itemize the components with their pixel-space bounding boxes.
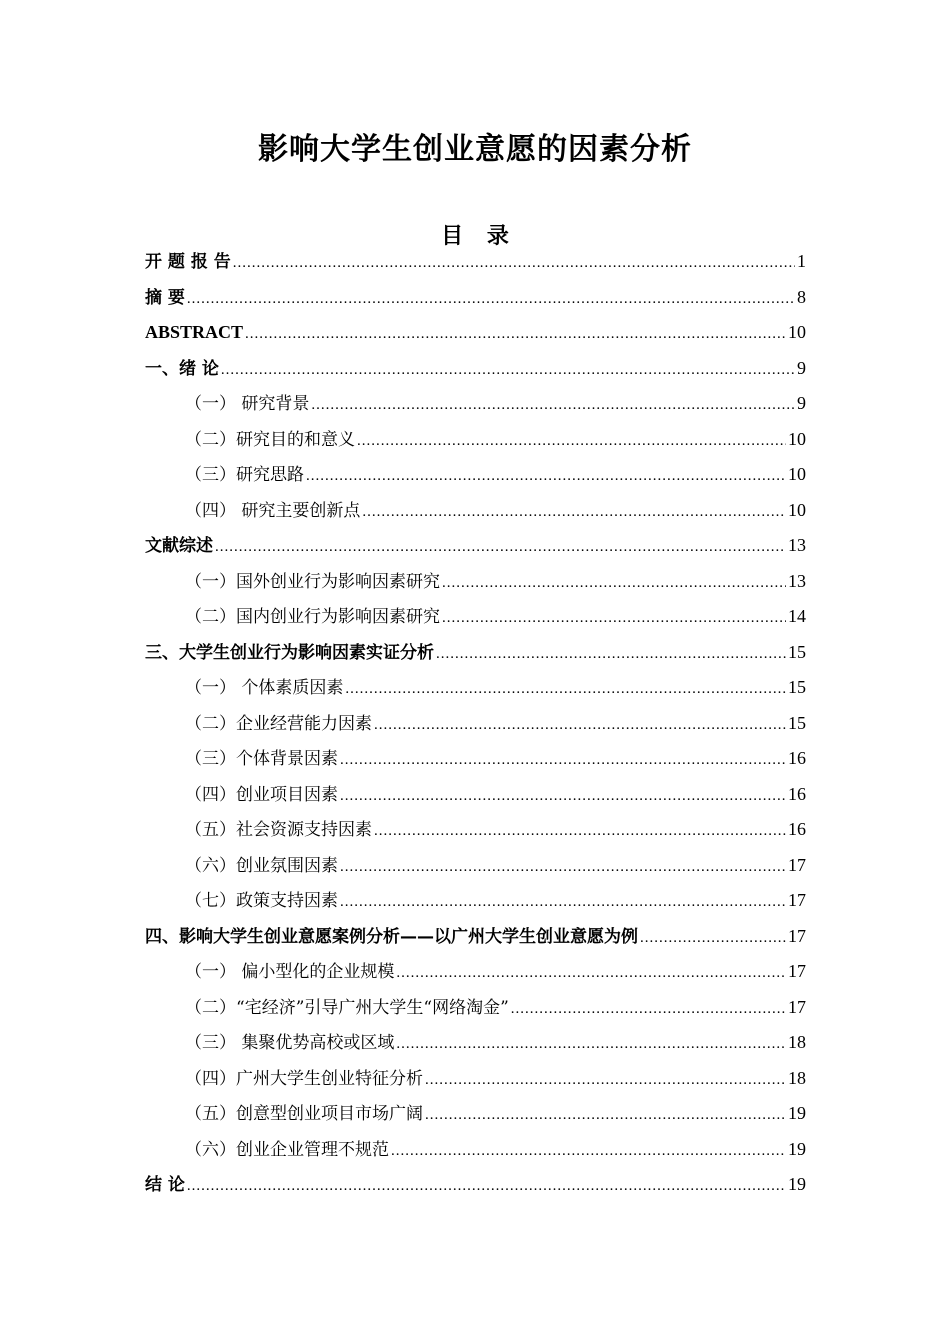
toc-entry-label: （四） 研究主要创新点 [185, 500, 361, 521]
toc-entry-label: （一）国外创业行为影响因素研究 [185, 571, 440, 592]
toc-entry[interactable] [145, 1061, 806, 1097]
toc-entry-label: （二）企业经营能力因素 [185, 713, 372, 734]
toc-entry[interactable] [145, 1025, 806, 1061]
toc-entry-label: （二）研究目的和意义 [185, 429, 355, 450]
toc-entry-label: （四）创业项目因素 [185, 784, 338, 805]
toc-leader-dots [311, 388, 795, 424]
toc-leader-dots [374, 708, 786, 744]
toc-entry-label: 三、大学生创业行为影响因素实证分析 [145, 642, 434, 663]
toc-entry[interactable] [145, 1132, 806, 1168]
toc-entry-label: 开 题 报 告 [145, 252, 231, 272]
toc-entry-label: （六）创业企业管理不规范 [185, 1139, 389, 1160]
toc-entry-page: 10 [788, 499, 806, 520]
toc-entry[interactable] [145, 315, 806, 351]
toc-entry-label: 摘 要 [145, 287, 185, 308]
toc-entry-label: （三）研究思路 [185, 465, 304, 485]
toc-leader-dots [340, 779, 786, 815]
toc-entry[interactable] [145, 812, 806, 848]
toc-entry[interactable] [145, 706, 806, 742]
toc-entry-label: ABSTRACT [145, 322, 244, 342]
toc-entry-page: 17 [788, 961, 806, 981]
toc-leader-dots [511, 992, 786, 1028]
toc-entry[interactable] [145, 457, 806, 493]
toc-entry[interactable] [145, 528, 806, 564]
toc-entry-page: 14 [788, 606, 806, 626]
toc-leader-dots [425, 1098, 786, 1134]
toc-entry-page: 13 [788, 535, 806, 555]
toc-entry[interactable] [145, 564, 806, 600]
toc-leader-dots [306, 459, 786, 495]
toc-leader-dots [215, 530, 786, 566]
toc-entry-label: （四）广州大学生创业特征分析 [185, 1068, 423, 1089]
toc-entry-page: 19 [788, 1138, 806, 1159]
toc-entry[interactable] [145, 883, 806, 919]
toc-entry-label: 一、绪 论 [145, 358, 219, 379]
toc-entry[interactable] [145, 599, 806, 635]
toc-entry-page: 16 [788, 819, 806, 839]
toc-entry-label: 结 论 [145, 1175, 185, 1195]
toc-entry[interactable] [145, 954, 806, 990]
toc-leader-dots [357, 424, 786, 460]
toc-entry-label: （二）国内创业行为影响因素研究 [185, 607, 440, 627]
toc-leader-dots [442, 566, 786, 602]
toc-entry-page: 16 [788, 748, 806, 768]
toc-entry-page: 1 [797, 251, 806, 271]
toc-entry-label: （五）社会资源支持因素 [185, 820, 372, 840]
toc-entry-label: （二）“宅经济”引导广州大学生“网络淘金” [185, 997, 509, 1018]
toc-entry-page: 17 [788, 854, 806, 875]
toc-entry-page: 17 [788, 925, 806, 946]
toc-entry-page: 10 [788, 428, 806, 449]
toc-entry-label: 四、影响大学生创业意愿案例分析——以广州大学生创业意愿为例 [145, 926, 638, 947]
toc-heading: 目 录 [441, 223, 509, 249]
table-of-contents [145, 244, 806, 1203]
toc-entry-page: 9 [797, 357, 806, 378]
toc-entry-label: （一） 偏小型化的企业规模 [185, 962, 395, 982]
toc-leader-dots [340, 850, 786, 886]
toc-entry[interactable] [145, 777, 806, 813]
toc-entry-page: 18 [788, 1032, 806, 1052]
toc-leader-dots [340, 743, 786, 779]
toc-entry-page: 18 [788, 1067, 806, 1088]
toc-leader-dots [187, 1169, 786, 1205]
toc-entry[interactable] [145, 1096, 806, 1132]
toc-entry-page: 19 [788, 1103, 806, 1123]
toc-entry-page: 9 [797, 393, 806, 413]
toc-entry-page: 13 [788, 570, 806, 591]
toc-entry[interactable] [145, 422, 806, 458]
toc-leader-dots [362, 495, 786, 531]
toc-leader-dots [187, 282, 795, 318]
toc-entry-label: （一） 研究背景 [185, 394, 310, 414]
toc-leader-dots [340, 885, 786, 921]
toc-entry[interactable] [145, 635, 806, 671]
toc-leader-dots [640, 921, 786, 957]
toc-leader-dots [245, 317, 786, 353]
toc-entry-page: 16 [788, 783, 806, 804]
toc-entry-label: （一） 个体素质因素 [185, 678, 344, 698]
toc-entry-page: 15 [788, 712, 806, 733]
toc-leader-dots [396, 956, 786, 992]
toc-leader-dots [442, 601, 786, 637]
toc-entry-label: （三） 集聚优势高校或区域 [185, 1033, 395, 1053]
toc-entry-page: 10 [788, 322, 806, 342]
toc-entry-label: （五）创意型创业项目市场广阔 [185, 1104, 423, 1124]
toc-entry[interactable] [145, 1167, 806, 1203]
toc-leader-dots [221, 353, 795, 389]
toc-entry-page: 15 [788, 641, 806, 662]
toc-entry[interactable] [145, 351, 806, 387]
toc-entry[interactable] [145, 386, 806, 422]
toc-entry[interactable] [145, 741, 806, 777]
toc-entry[interactable] [145, 493, 806, 529]
toc-entry-label: （七）政策支持因素 [185, 891, 338, 911]
toc-leader-dots [391, 1134, 786, 1170]
toc-entry-label: 文献综述 [145, 536, 213, 556]
toc-entry-page: 10 [788, 464, 806, 484]
toc-entry-page: 8 [797, 286, 806, 307]
toc-leader-dots [396, 1027, 786, 1063]
toc-leader-dots [345, 672, 786, 708]
toc-entry[interactable] [145, 280, 806, 316]
toc-entry[interactable] [145, 919, 806, 955]
toc-leader-dots [374, 814, 786, 850]
toc-entry-page: 17 [788, 890, 806, 910]
toc-entry[interactable] [145, 848, 806, 884]
toc-entry-page: 19 [788, 1174, 806, 1194]
toc-leader-dots [233, 246, 795, 282]
toc-entry-label: （六）创业氛围因素 [185, 855, 338, 876]
toc-leader-dots [425, 1063, 786, 1099]
document-title: 影响大学生创业意愿的因素分析 [258, 132, 692, 167]
toc-entry-page: 15 [788, 677, 806, 697]
toc-entry-label: （三）个体背景因素 [185, 749, 338, 769]
toc-entry[interactable] [145, 990, 806, 1026]
toc-entry[interactable] [145, 244, 806, 280]
toc-entry[interactable] [145, 670, 806, 706]
toc-entry-page: 17 [788, 996, 806, 1017]
toc-leader-dots [436, 637, 786, 673]
